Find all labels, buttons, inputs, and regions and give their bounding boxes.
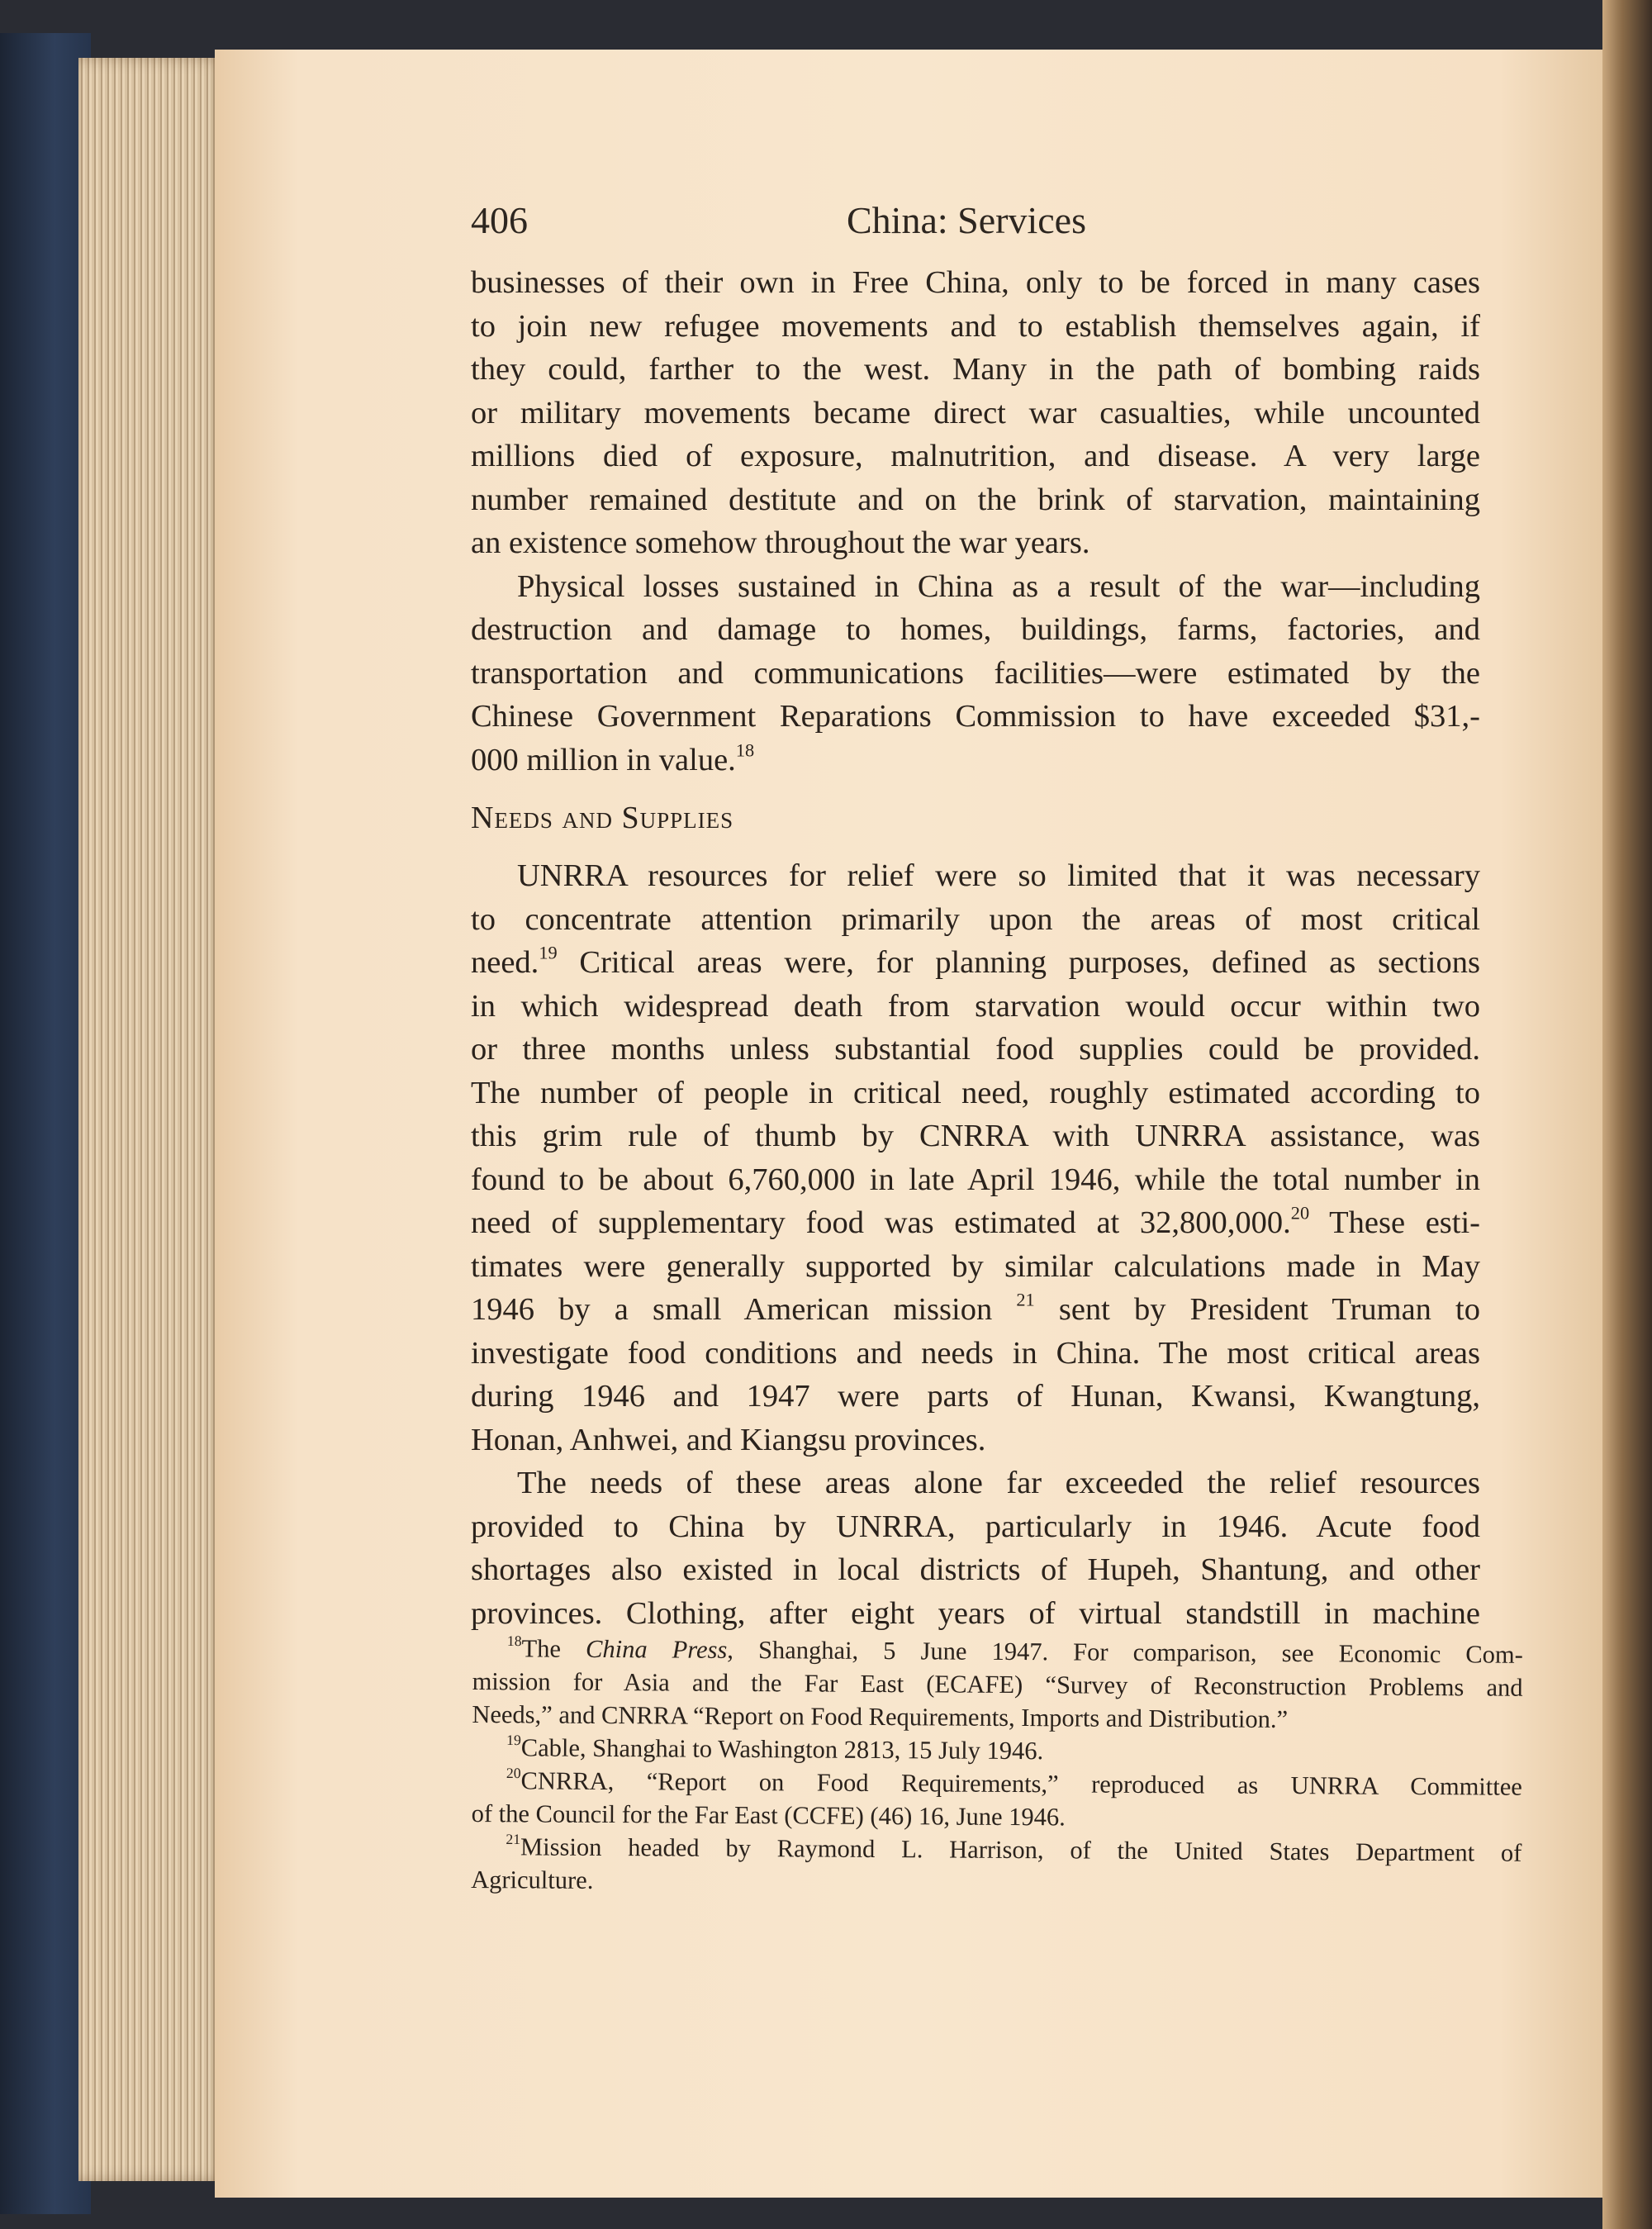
page-number: 406: [471, 199, 528, 241]
footnote: [472, 1632, 1523, 1737]
text-line: during 1946 and 1947 were parts of Hunan, Kwansi, Kwangtung,: [471, 1379, 1480, 1414]
footnote-reference: 18: [735, 739, 755, 760]
text-line: Honan, Anhwei, and Kiangsu provinces.: [471, 1422, 986, 1457]
text-line: The number of people in critical need, roughly estimated according to: [471, 1075, 1480, 1110]
section-heading: Needs and Supplies: [471, 801, 734, 835]
facing-page-edge: [1602, 0, 1652, 2229]
footnote-line: of the Council for the Far East (CCFE) (46) 16, June 1946.: [471, 1799, 1066, 1832]
text-line: timates were generally supported by similar calculations made in May: [471, 1248, 1480, 1284]
text-line: they could, farther to the west. Many in the path of bombing raids: [471, 352, 1480, 387]
footnote: [471, 1830, 1521, 1903]
text-line: or military movements became direct war casualties, while uncounted: [471, 395, 1480, 430]
footnote-line: $^{21}$Mission headed by Raymond L. Harrison, of the United States Department of: [506, 1830, 1522, 1867]
text-line: found to be about 6,760,000 in late April 1946, while the total number in: [471, 1162, 1480, 1197]
text-line: transportation and communications facilities—were estimated by the: [471, 655, 1480, 691]
text-line: provided to China by UNRRA, particularly in 1946. Acute food: [471, 1509, 1480, 1544]
text-line: number remained destitute and on the brink of starvation, maintaining: [471, 482, 1480, 517]
text-line: to join new refugee movements and to establish themselves again, if: [471, 308, 1480, 344]
paragraph: [471, 854, 1480, 1461]
page-edges: [78, 58, 227, 2181]
footnote-line: Needs,” and CNRRA “Report on Food Requirements, Imports and Distribution.”: [472, 1699, 1289, 1734]
text-line: shortages also existed in local districts of Hupeh, Shantung, and other: [471, 1552, 1480, 1587]
footnote-reference: 21: [1016, 1289, 1035, 1310]
text-line: businesses of their own in Free China, only to be forced in many cases: [471, 265, 1480, 300]
text-line: an existence somehow throughout the war years.: [471, 525, 1090, 560]
footnote-line: Agriculture.: [471, 1865, 594, 1894]
footnote-number: 20: [506, 1764, 521, 1782]
paragraph: [471, 565, 1480, 782]
running-title: China: Services: [847, 199, 1086, 241]
footnote-line: $^{18}$The China Press, Shanghai, 5 June 1947. For comparison, see Economic Com-: [506, 1632, 1523, 1669]
text-line: provinces. Clothing, after eight years of virtual standstill in machine: [471, 1595, 1480, 1631]
footnote-line: $^{19}$Cable, Shanghai to Washington 2813, 15 July 1946.: [506, 1731, 1044, 1766]
text-line: destruction and damage to homes, buildings, farms, factories, and: [471, 612, 1480, 647]
text-line: to concentrate attention primarily upon the areas of most critical: [471, 901, 1480, 937]
footnote: [472, 1764, 1522, 1837]
footnote-reference: 19: [539, 942, 558, 963]
text-line: investigate food conditions and needs in China. The most critical areas: [471, 1335, 1480, 1371]
paragraph: [471, 1461, 1480, 1635]
text-line: this grim rule of thumb by CNRRA with UNRRA assistance, was: [471, 1119, 1480, 1153]
text-line: Chinese Government Reparations Commission to have exceeded $31,-: [471, 699, 1480, 734]
text-line: 1946 by a small American mission $^{21}$ sent by President Truman to: [471, 1289, 1480, 1327]
footnote-number: 19: [506, 1731, 521, 1749]
footnote-line: mission for Asia and the Far East (ECAFE) “Survey of Reconstruction Problems and: [472, 1666, 1523, 1702]
footnotes: [471, 1632, 1523, 1903]
running-header: [471, 198, 1479, 248]
italic-title: China Press: [585, 1634, 728, 1664]
body-text: [471, 261, 1480, 1635]
footnote-reference: 20: [1290, 1202, 1310, 1224]
text-line: need.$^{19}$ Critical areas were, for planning purposes, defined as sections: [471, 942, 1480, 980]
footnote-number: 21: [506, 1830, 521, 1848]
text-line: in which widespread death from starvation would occur within two: [471, 988, 1480, 1024]
paragraph: [471, 261, 1480, 565]
text-line: UNRRA resources for relief were so limited that it was necessary: [517, 858, 1480, 893]
text-line: need of supplementary food was estimated at 32,800,000.20 These esti-: [471, 1202, 1480, 1240]
text-line: Physical losses sustained in China as a result of the war—including: [517, 568, 1480, 604]
footnote-number: 18: [506, 1632, 522, 1650]
text-line: millions died of exposure, malnutrition, and disease. A very large: [471, 439, 1480, 473]
footnote-line: $^{20}$CNRRA, “Report on Food Requirements,” reproduced as UNRRA Committee: [506, 1764, 1522, 1801]
text-line: 000 million in value.$^{18}$: [471, 739, 755, 777]
book-cover: [0, 33, 91, 2214]
text-line: or three months unless substantial food supplies could be provided.: [471, 1032, 1480, 1067]
text-line: The needs of these areas alone far exceeded the relief resources: [517, 1466, 1480, 1500]
